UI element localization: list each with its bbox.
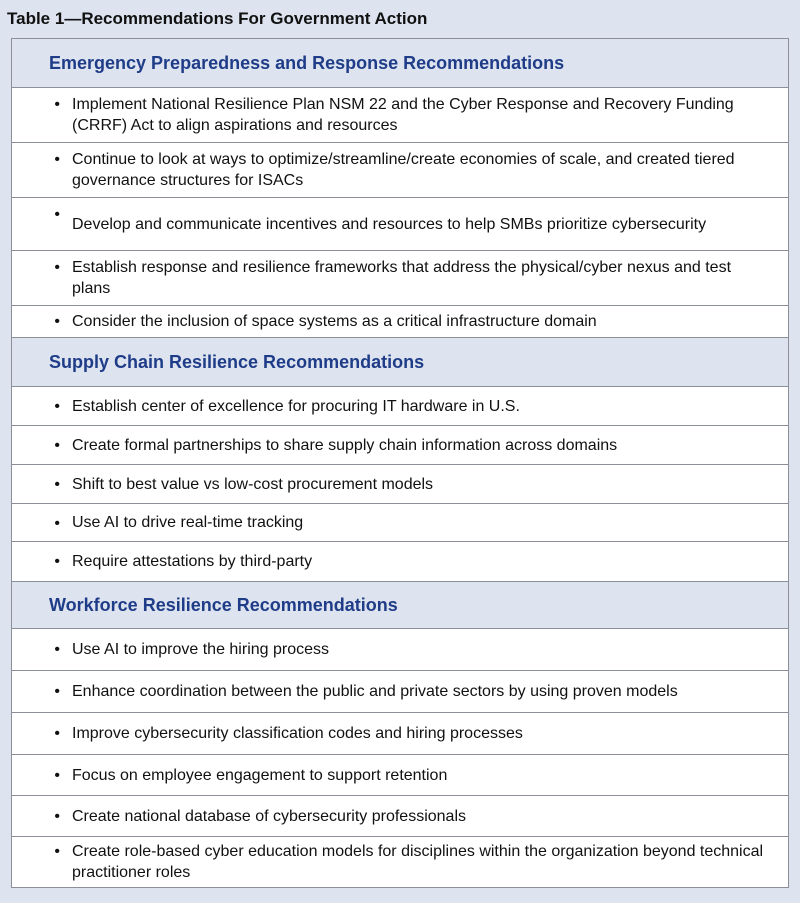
row-text: Establish center of excellence for procuring IT hardware in U.S. bbox=[72, 397, 520, 415]
row-text: Consider the inclusion of space systems as a critical infrastructure domain bbox=[72, 313, 597, 330]
bullet: • bbox=[54, 843, 60, 860]
bullet: • bbox=[54, 641, 60, 658]
table-row bbox=[12, 503, 788, 541]
table-row bbox=[12, 670, 788, 712]
table-row bbox=[12, 754, 788, 795]
recommendations-table bbox=[11, 38, 789, 888]
row-text: Create national database of cybersecurity professionals bbox=[72, 807, 466, 825]
row-text: Create formal partnerships to share supply chain information across domains bbox=[72, 436, 618, 454]
table-row bbox=[12, 836, 788, 887]
bullet: • bbox=[54, 96, 60, 113]
section-heading-workforce: Workforce Resilience Recommendations bbox=[12, 581, 788, 628]
table-row bbox=[12, 464, 788, 503]
bullet: • bbox=[54, 151, 60, 168]
bullet: • bbox=[54, 553, 60, 570]
section-heading-emergency: Emergency Preparedness and Response Recommendations bbox=[12, 39, 788, 87]
bullet: • bbox=[54, 767, 60, 784]
table-row bbox=[12, 795, 788, 836]
row-text: Create role-based cyber education models for disciplines within the organization beyond technical practitioner roles bbox=[72, 843, 764, 881]
bullet: • bbox=[54, 808, 60, 825]
row-text: Use AI to drive real-time tracking bbox=[72, 514, 304, 531]
bullet: • bbox=[54, 476, 60, 493]
bullet: • bbox=[54, 437, 60, 454]
section-heading-supply-chain: Supply Chain Resilience Recommendations bbox=[12, 337, 788, 386]
row-text: Require attestations by third-party bbox=[72, 553, 313, 570]
row-text: Establish response and resilience frameworks that address the physical/cyber nexus and test plans bbox=[72, 259, 732, 297]
row-text: Develop and communicate incentives and resources to help SMBs prioritize cybersecurity bbox=[72, 215, 707, 233]
table-row bbox=[12, 142, 788, 197]
table-title: Table 1—Recommendations For Government Action bbox=[7, 9, 428, 28]
bullet: • bbox=[54, 259, 60, 276]
row-text: Enhance coordination between the public and private sectors by using proven models bbox=[72, 683, 678, 700]
bullet: • bbox=[54, 398, 60, 415]
table-row bbox=[12, 197, 788, 250]
bullet: • bbox=[54, 515, 60, 532]
bullet: • bbox=[54, 206, 60, 223]
bullet: • bbox=[54, 313, 60, 330]
table-row bbox=[12, 628, 788, 670]
row-text: Focus on employee engagement to support retention bbox=[72, 766, 448, 784]
row-text: Improve cybersecurity classification codes and hiring processes bbox=[72, 725, 523, 742]
table-row bbox=[12, 541, 788, 581]
table-row bbox=[12, 250, 788, 305]
row-text: Use AI to improve the hiring process bbox=[72, 641, 330, 658]
table-row bbox=[12, 425, 788, 464]
bullet: • bbox=[54, 725, 60, 742]
table-row bbox=[12, 305, 788, 337]
row-text: Shift to best value vs low-cost procurement models bbox=[72, 475, 434, 493]
bullet: • bbox=[54, 683, 60, 700]
row-text: Continue to look at ways to optimize/streamline/create economies of scale, and created tiered governance structures for ISACs bbox=[72, 151, 735, 189]
table-row bbox=[12, 87, 788, 142]
table-row bbox=[12, 386, 788, 425]
table-row bbox=[12, 712, 788, 754]
row-text: Implement National Resilience Plan NSM 22 and the Cyber Response and Recovery Funding (CRRF) Act to align aspirations and resources bbox=[72, 96, 734, 134]
